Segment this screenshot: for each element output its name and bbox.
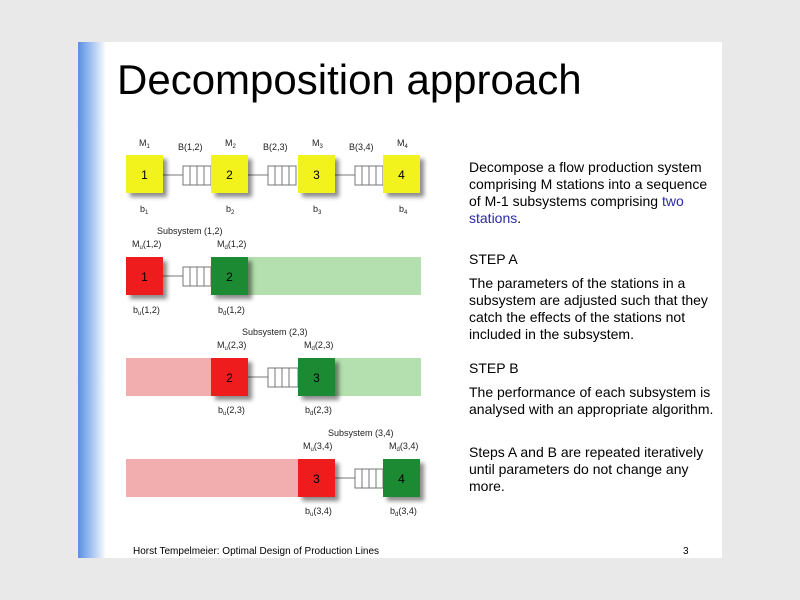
subsystem-3-4-upstream-machine: $M_u(3,4)$ <box>303 441 333 453</box>
capacity-label-4: $b_4$ <box>399 204 408 216</box>
subsystem-2-3-downstream-number: 3 <box>313 371 320 385</box>
slide-footer: Horst Tempelmeier: Optimal Design of Production Lines <box>133 546 380 557</box>
machine-label-2: $M_2$ <box>225 138 236 150</box>
station-4-number: 4 <box>398 168 405 182</box>
intro-paragraph <box>469 159 719 227</box>
subsystem-1-2-upstream-capacity: $b_u(1,2)$ <box>133 305 160 317</box>
machine-label-4: $M_4$ <box>397 138 408 150</box>
subsystem-1-2-downstream-machine: $M_d(1,2)$ <box>217 239 247 251</box>
subsystem-1-2-label: Subsystem (1,2) <box>157 226 223 236</box>
capacity-label-1: $b_1$ <box>140 204 149 216</box>
subsystem-2-3 <box>126 327 421 417</box>
step-b-body: The performance of each subsystem is analysed with an appropriate algorithm. <box>469 384 714 417</box>
subsystem-2-3-upstream-machine: $M_u(2,3)$ <box>217 340 247 352</box>
intro-highlight: two stations <box>469 193 684 226</box>
buffer-label-1-2: B(1,2) <box>178 142 203 152</box>
subsystem-1-2-upstream-number: 1 <box>141 270 148 284</box>
station-3-number: 3 <box>313 168 320 182</box>
station-1-number: 1 <box>141 168 148 182</box>
subsystem-3-4-downstream-capacity: $b_d(3,4)$ <box>390 506 417 518</box>
step-a-body: The parameters of the stations in a subsystem are adjusted such that they catch the effects of the stations not included in the subsystem. <box>469 275 708 342</box>
station-2-number: 2 <box>226 168 233 182</box>
intro-text: Decompose a flow production system comprising M stations into a sequence of M-1 subsystems comprising <box>469 159 708 209</box>
subsystem-3-4-upstream-capacity: $b_u(3,4)$ <box>305 506 332 518</box>
subsystem-1-2-buffer <box>163 267 211 286</box>
subsystem-2-3-upstream-capacity: $b_u(2,3)$ <box>218 405 245 417</box>
machine-label-1: $M_1$ <box>139 138 150 150</box>
buffer-label-2-3: B(2,3) <box>263 142 288 152</box>
subsystem-3-4-downstream-machine: $M_d(3,4)$ <box>389 441 419 453</box>
subsystem-1-2-downstream-number: 2 <box>226 270 233 284</box>
slide-title: Decomposition approach <box>117 56 582 103</box>
step-b-heading: STEP B <box>469 360 519 376</box>
closing-paragraph: Steps A and B are repeated iteratively until parameters do not change any more. <box>469 444 704 494</box>
page-number: 3 <box>683 546 689 557</box>
subsystem-3-4-buffer <box>335 469 383 488</box>
subsystem-2-3-buffer <box>248 368 298 387</box>
subsystem-2-3-downstream-machine: $M_d(2,3)$ <box>304 340 334 352</box>
subsystem-2-3-label: Subsystem (2,3) <box>242 327 308 337</box>
subsystem-3-4-label: Subsystem (3,4) <box>328 428 394 438</box>
original-line <box>126 138 420 216</box>
subsystem-3-4-downstream-number: 4 <box>398 472 405 486</box>
subsystem-3-4 <box>126 428 420 518</box>
subsystem-3-4-upstream-number: 3 <box>313 472 320 486</box>
capacity-label-2: $b_2$ <box>226 204 235 216</box>
subsystem-2-3-downstream-capacity: $b_d(2,3)$ <box>305 405 332 417</box>
buffer-3-4 <box>335 166 383 185</box>
buffer-2-3 <box>248 166 296 185</box>
intro-end: . <box>517 210 522 226</box>
subsystem-1-2-bg-right <box>248 257 421 295</box>
step-a-heading: STEP A <box>469 251 518 267</box>
subsystem-3-4-bg-left <box>126 459 298 497</box>
capacity-label-3: $b_3$ <box>313 204 322 216</box>
subsystem-2-3-bg-right <box>335 358 421 396</box>
subsystem-1-2-upstream-machine: $M_u(1,2)$ <box>132 239 162 251</box>
subsystem-1-2 <box>126 226 421 317</box>
machine-label-3: $M_3$ <box>312 138 323 150</box>
buffer-1-2 <box>163 166 211 185</box>
subsystem-2-3-upstream-number: 2 <box>226 371 233 385</box>
buffer-label-3-4: B(3,4) <box>349 142 374 152</box>
subsystem-2-3-bg-left <box>126 358 211 396</box>
subsystem-1-2-downstream-capacity: $b_d(1,2)$ <box>218 305 245 317</box>
